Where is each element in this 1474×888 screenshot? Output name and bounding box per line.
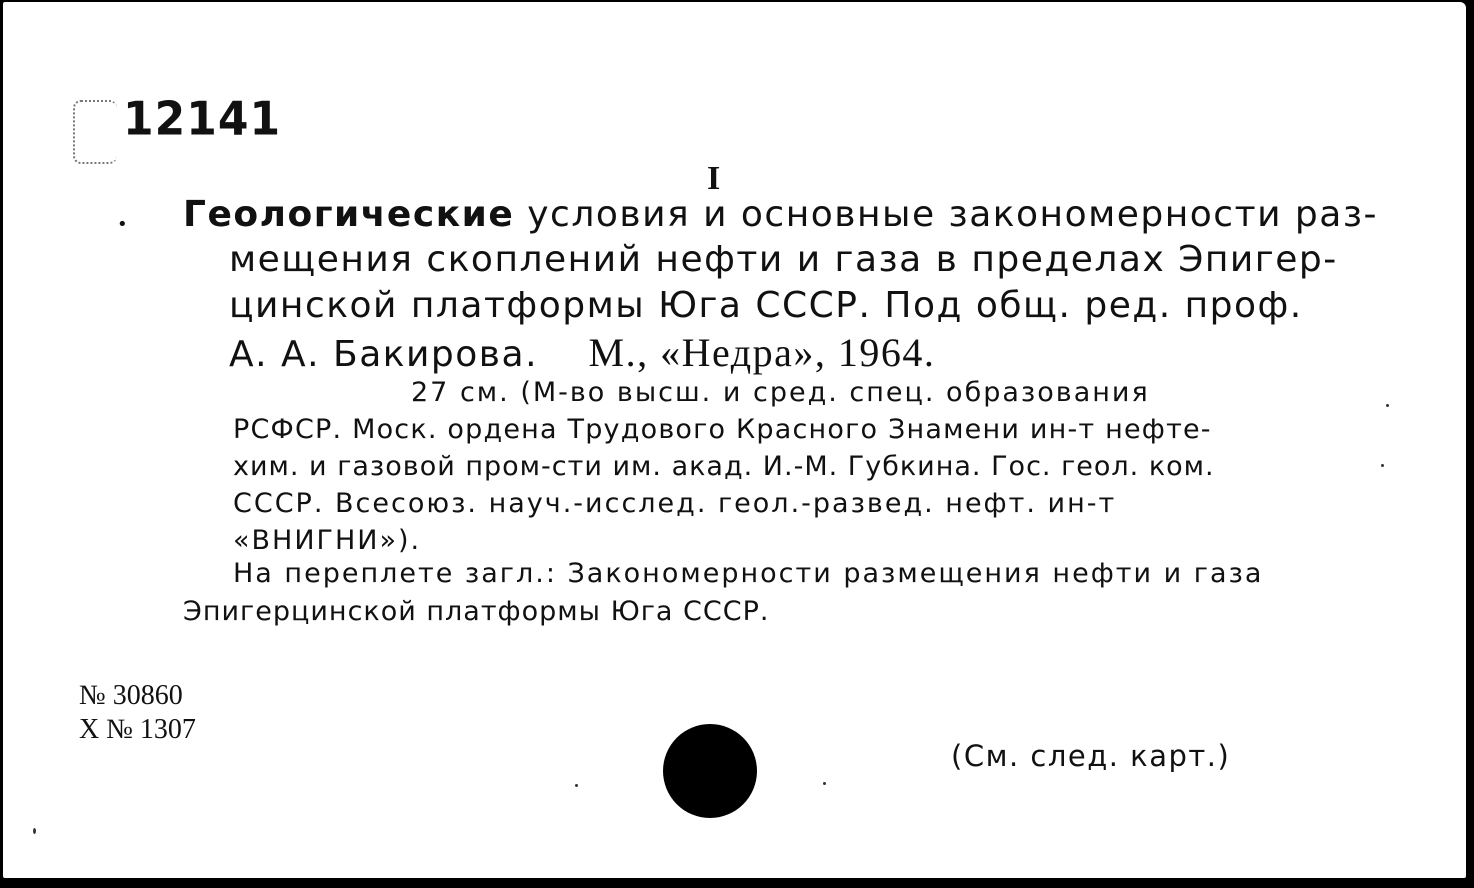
- punch-hole: [663, 724, 757, 818]
- description-line-2: РСФСР. Моск. ордена Трудового Красного Знамени ин-т нефте-: [233, 414, 1212, 445]
- speck: [823, 782, 826, 785]
- title-line-1: [183, 194, 1378, 235]
- title-publisher: М., «Недра», 1964.: [588, 330, 936, 375]
- bullet-mark: •: [117, 214, 128, 235]
- binding-note-line-2: Эпигерцинской платформы Юга СССР.: [183, 596, 770, 627]
- title-line-1-rest: условия и основные закономерности раз-: [527, 194, 1378, 235]
- title-bold-word: Геологические: [183, 194, 515, 235]
- inventory-x-number: Х № 1307: [79, 714, 196, 745]
- speck: [33, 828, 36, 834]
- binding-note-line-1: На переплете загл.: Закономерности размещения нефти и газа: [233, 558, 1264, 589]
- speck: [575, 784, 578, 787]
- description-line-5: «ВНИГНИ»).: [233, 525, 422, 556]
- title-line-3: цинской платформы Юга СССР. Под общ. ред. проф.: [229, 285, 1303, 326]
- speck: [1386, 404, 1389, 407]
- section-marker: I: [707, 160, 721, 197]
- title-line-4: [229, 329, 935, 376]
- catalog-card: [3, 2, 1466, 878]
- description-line-1: 27 см. (М-во высш. и сред. спец. образования: [411, 377, 1150, 408]
- inventory-number: № 30860: [79, 680, 183, 711]
- description-line-3: хим. и газовой пром-сти им. акад. И.-М. Губкина. Гос. геол. ком.: [233, 451, 1215, 482]
- description-line-4: СССР. Всесоюз. науч.-исслед. геол.-развед. нефт. ин-т: [233, 488, 1117, 519]
- title-author: А. А. Бакирова.: [229, 334, 539, 375]
- faded-stamp-mark: [73, 100, 117, 164]
- continuation-note: (См. след. карт.): [951, 739, 1231, 773]
- speck: [1381, 464, 1384, 467]
- handwritten-catalog-number: 12141: [123, 92, 282, 147]
- title-line-2: мещения скоплений нефти и газа в пределах Эпигер-: [229, 239, 1338, 280]
